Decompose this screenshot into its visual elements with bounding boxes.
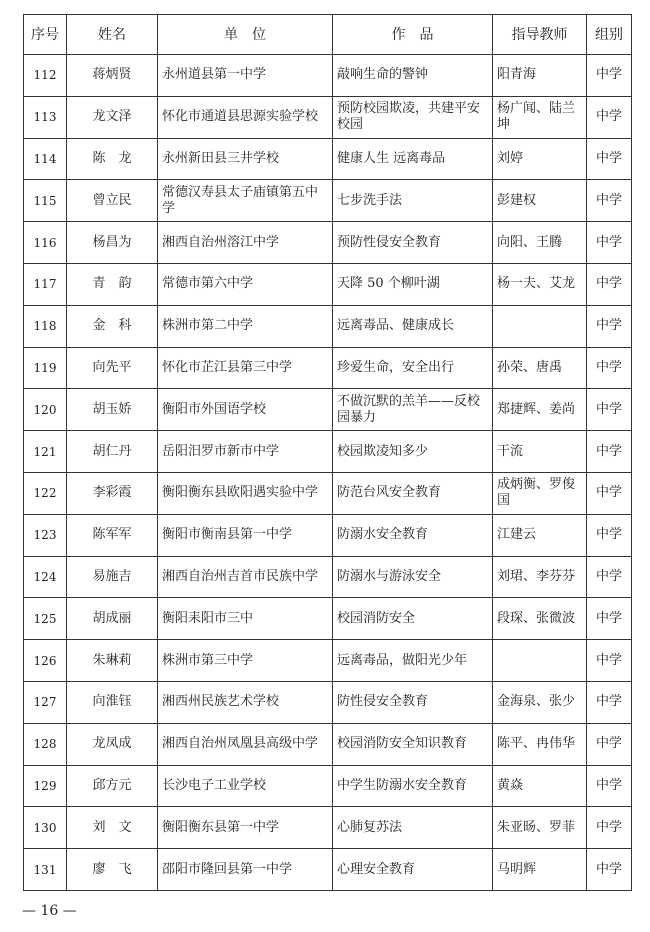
table-row	[24, 96, 632, 138]
table-row	[24, 556, 632, 598]
cell-index: 130	[24, 807, 67, 849]
cell-teacher: 刘珺、李芬芬	[493, 556, 587, 598]
cell-teacher: 段琛、张微波	[493, 598, 587, 640]
cell-teacher: 彭建权	[493, 180, 587, 222]
table-row	[24, 598, 632, 640]
cell-unit: 常德市第六中学	[158, 263, 333, 305]
header-work: 作 品	[333, 15, 493, 55]
cell-group: 中学	[587, 263, 632, 305]
cell-work-title: 不做沉默的羔羊——反校园暴力	[333, 389, 493, 431]
cell-index: 120	[24, 389, 67, 431]
cell-group: 中学	[587, 765, 632, 807]
cell-work-title: 健康人生 远离毒品	[333, 138, 493, 180]
table-row	[24, 807, 632, 849]
table-row	[24, 472, 632, 514]
cell-index: 121	[24, 431, 67, 473]
cell-student-name: 廖 飞	[67, 849, 158, 891]
cell-unit: 岳阳汨罗市新市中学	[158, 431, 333, 473]
cell-teacher: 向阳、王腾	[493, 222, 587, 264]
cell-group: 中学	[587, 305, 632, 347]
cell-work-title: 七步洗手法	[333, 180, 493, 222]
table-row	[24, 222, 632, 264]
cell-work-title: 敲响生命的警钟	[333, 55, 493, 97]
cell-work-title: 防溺水安全教育	[333, 514, 493, 556]
cell-work-title: 珍爱生命，安全出行	[333, 347, 493, 389]
cell-index: 127	[24, 681, 67, 723]
cell-group: 中学	[587, 598, 632, 640]
cell-teacher: 黄焱	[493, 765, 587, 807]
cell-index: 114	[24, 138, 67, 180]
table-row	[24, 305, 632, 347]
header-unit: 单 位	[158, 15, 333, 55]
cell-work-title: 远离毒品、健康成长	[333, 305, 493, 347]
cell-student-name: 向先平	[67, 347, 158, 389]
cell-index: 126	[24, 640, 67, 682]
table-row	[24, 180, 632, 222]
cell-index: 113	[24, 96, 67, 138]
cell-index: 118	[24, 305, 67, 347]
cell-unit: 衡阳市外国语学校	[158, 389, 333, 431]
cell-teacher: 郑捷辉、姜尚	[493, 389, 587, 431]
cell-student-name: 易施吉	[67, 556, 158, 598]
table-row	[24, 765, 632, 807]
table-row	[24, 849, 632, 891]
cell-student-name: 龙凤成	[67, 723, 158, 765]
cell-unit: 株洲市第二中学	[158, 305, 333, 347]
cell-work-title: 防性侵安全教育	[333, 681, 493, 723]
cell-index: 124	[24, 556, 67, 598]
cell-unit: 怀化市芷江县第三中学	[158, 347, 333, 389]
cell-unit: 衡阳耒阳市三中	[158, 598, 333, 640]
cell-group: 中学	[587, 807, 632, 849]
cell-unit: 衡阳市衡南县第一中学	[158, 514, 333, 556]
cell-teacher: 干流	[493, 431, 587, 473]
cell-group: 中学	[587, 849, 632, 891]
cell-index: 128	[24, 723, 67, 765]
cell-student-name: 胡成丽	[67, 598, 158, 640]
cell-group: 中学	[587, 681, 632, 723]
cell-work-title: 中学生防溺水安全教育	[333, 765, 493, 807]
cell-unit: 长沙电子工业学校	[158, 765, 333, 807]
cell-group: 中学	[587, 514, 632, 556]
cell-unit: 永州新田县三井学校	[158, 138, 333, 180]
cell-index: 125	[24, 598, 67, 640]
header-name: 姓名	[67, 15, 158, 55]
cell-unit: 衡阳衡东县欧阳遇实验中学	[158, 472, 333, 514]
cell-index: 116	[24, 222, 67, 264]
cell-teacher: 杨一夫、艾龙	[493, 263, 587, 305]
cell-index: 123	[24, 514, 67, 556]
cell-student-name: 李彩霞	[67, 472, 158, 514]
table-row	[24, 723, 632, 765]
cell-work-title: 天降 50 个柳叶湖	[333, 263, 493, 305]
cell-index: 117	[24, 263, 67, 305]
cell-work-title: 预防校园欺凌，共建平安校园	[333, 96, 493, 138]
table-row	[24, 431, 632, 473]
cell-unit: 永州道县第一中学	[158, 55, 333, 97]
cell-index: 131	[24, 849, 67, 891]
table-row	[24, 640, 632, 682]
cell-group: 中学	[587, 723, 632, 765]
cell-unit: 衡阳衡东县第一中学	[158, 807, 333, 849]
cell-teacher: 成炳衡、罗俊国	[493, 472, 587, 514]
cell-teacher	[493, 640, 587, 682]
cell-group: 中学	[587, 431, 632, 473]
cell-student-name: 胡玉娇	[67, 389, 158, 431]
header-teacher: 指导教师	[493, 15, 587, 55]
cell-work-title: 校园消防安全知识教育	[333, 723, 493, 765]
table-row	[24, 681, 632, 723]
table-row	[24, 347, 632, 389]
cell-student-name: 刘 文	[67, 807, 158, 849]
table-row	[24, 389, 632, 431]
cell-group: 中学	[587, 96, 632, 138]
cell-work-title: 预防性侵安全教育	[333, 222, 493, 264]
cell-student-name: 向淮钰	[67, 681, 158, 723]
cell-group: 中学	[587, 55, 632, 97]
cell-work-title: 心理安全教育	[333, 849, 493, 891]
header-index: 序号	[24, 15, 67, 55]
cell-unit: 湘西州民族艺术学校	[158, 681, 333, 723]
cell-unit: 湘西自治州凤凰县高级中学	[158, 723, 333, 765]
cell-student-name: 龙文泽	[67, 96, 158, 138]
cell-teacher: 孙荣、唐禹	[493, 347, 587, 389]
cell-index: 119	[24, 347, 67, 389]
cell-student-name: 陈军军	[67, 514, 158, 556]
cell-group: 中学	[587, 347, 632, 389]
cell-group: 中学	[587, 222, 632, 264]
cell-student-name: 金 科	[67, 305, 158, 347]
cell-teacher: 江建云	[493, 514, 587, 556]
cell-teacher: 马明辉	[493, 849, 587, 891]
cell-student-name: 胡仁丹	[67, 431, 158, 473]
cell-index: 112	[24, 55, 67, 97]
cell-index: 129	[24, 765, 67, 807]
cell-teacher: 阳青海	[493, 55, 587, 97]
cell-unit: 湘西自治州吉首市民族中学	[158, 556, 333, 598]
cell-student-name: 曾立民	[67, 180, 158, 222]
cell-teacher	[493, 305, 587, 347]
cell-teacher: 刘婷	[493, 138, 587, 180]
cell-group: 中学	[587, 389, 632, 431]
cell-work-title: 校园欺凌知多少	[333, 431, 493, 473]
cell-work-title: 校园消防安全	[333, 598, 493, 640]
cell-student-name: 朱琳莉	[67, 640, 158, 682]
cell-teacher: 陈平、冉伟华	[493, 723, 587, 765]
cell-work-title: 防范台风安全教育	[333, 472, 493, 514]
cell-unit: 怀化市通道县思源实验学校	[158, 96, 333, 138]
table-row	[24, 55, 632, 97]
cell-student-name: 青 韵	[67, 263, 158, 305]
cell-teacher: 杨广闻、陆兰坤	[493, 96, 587, 138]
header-group: 组别	[587, 15, 632, 55]
table-header-row	[24, 15, 632, 55]
cell-work-title: 心肺复苏法	[333, 807, 493, 849]
cell-group: 中学	[587, 472, 632, 514]
cell-group: 中学	[587, 138, 632, 180]
cell-index: 115	[24, 180, 67, 222]
cell-teacher: 金海泉、张少	[493, 681, 587, 723]
cell-group: 中学	[587, 640, 632, 682]
cell-group: 中学	[587, 556, 632, 598]
cell-work-title: 防溺水与游泳安全	[333, 556, 493, 598]
cell-unit: 株洲市第三中学	[158, 640, 333, 682]
cell-student-name: 邱方元	[67, 765, 158, 807]
award-roster-table	[23, 14, 632, 891]
cell-work-title: 远离毒品，做阳光少年	[333, 640, 493, 682]
cell-group: 中学	[587, 180, 632, 222]
cell-student-name: 陈 龙	[67, 138, 158, 180]
cell-teacher: 朱亚旸、罗菲	[493, 807, 587, 849]
cell-unit: 常德汉寿县太子庙镇第五中学	[158, 180, 333, 222]
table-row	[24, 263, 632, 305]
cell-unit: 湘西自治州溶江中学	[158, 222, 333, 264]
table-row	[24, 138, 632, 180]
page-number: — 16 —	[22, 903, 77, 919]
cell-unit: 邵阳市隆回县第一中学	[158, 849, 333, 891]
cell-student-name: 杨昌为	[67, 222, 158, 264]
table-row	[24, 514, 632, 556]
cell-index: 122	[24, 472, 67, 514]
cell-student-name: 蒋炳贤	[67, 55, 158, 97]
